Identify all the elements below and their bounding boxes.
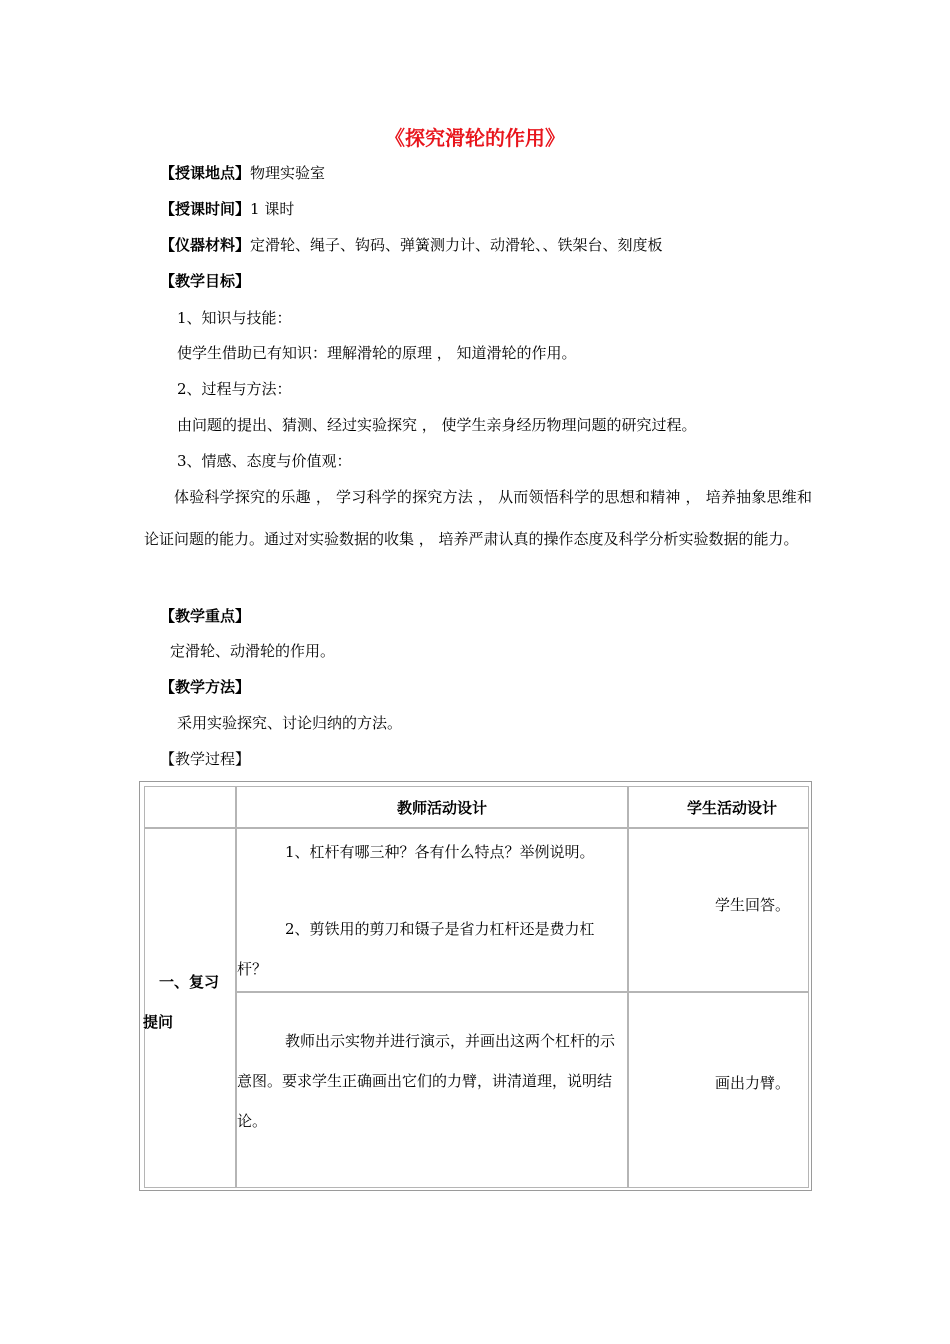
page-title: 《探究滑轮的作用》: [385, 126, 565, 150]
objective-3-text: 体验科学探究的乐趣 ， 学习科学的探究方法 ， 从而领悟科学的思想和精神 ， 培养抽象思维和论证问题的能力。通过对实验数据的收集 ， 培养严肃认真的操作态度及科学分析实验数据的能力。: [144, 488, 812, 548]
row1-teacher-cell: [236, 828, 628, 992]
time-label: 【授课时间】: [160, 200, 251, 218]
stage-line-2: 提问: [143, 1013, 174, 1031]
header-stage-cell: [144, 786, 236, 828]
objective-1-title: 1、知识与技能：: [177, 309, 292, 327]
materials-value: 定滑轮、绳子、钩码、弹簧测力计、动滑轮、、铁架台、刻度板: [250, 236, 663, 254]
time-value: 1 课时: [250, 200, 295, 218]
objectives-heading-text: 【教学目标】: [160, 272, 251, 290]
objective-1-text: 使学生借助已有知识：理解滑轮的原理 ， 知道滑轮的作用。: [177, 344, 577, 362]
row1-teacher-q1: 1、杠杆有哪三种？各有什么特点？举例说明。: [285, 843, 595, 861]
header-student-cell: [628, 786, 809, 828]
info-location: [160, 162, 325, 183]
row2-teacher: 教师出示实物并进行演示，并画出这两个杠杆的示意图。要求学生正确画出它们的力臂，讲清道理，说明结论。: [237, 1032, 616, 1130]
row1-teacher-q2: 2、剪铁用的剪刀和镊子是省力杠杆还是费力杠杆？: [237, 920, 595, 978]
objective-2-title: 2、过程与方法：: [177, 380, 292, 398]
method-text: 采用实验探究、讨论归纳的方法。: [177, 714, 403, 732]
method-heading-text: 【教学方法】: [160, 678, 251, 696]
materials-label: 【仪器材料】: [160, 236, 251, 254]
key-points-heading-text: 【教学重点】: [160, 607, 251, 625]
row1-student: 学生回答。: [715, 896, 791, 914]
location-value: 物理实验室: [250, 164, 326, 182]
method-heading: [160, 676, 250, 697]
key-points-text: 定滑轮、动滑轮的作用。: [170, 642, 336, 660]
info-time: [160, 198, 294, 219]
stage-cell: [144, 828, 236, 1188]
info-materials: [160, 234, 663, 255]
key-points-heading: [160, 605, 250, 626]
objective-3-title: 3、情感、态度与价值观：: [177, 452, 352, 470]
location-label: 【授课地点】: [160, 164, 251, 182]
row2-student: 画出力臂。: [715, 1074, 791, 1092]
objectives-heading: [160, 270, 250, 291]
process-table: [139, 781, 812, 1191]
row1-student-cell: [628, 828, 809, 992]
row2-student-cell: [628, 992, 809, 1188]
process-heading-text: 【教学过程】: [160, 750, 251, 768]
stage-line-1: 一、复习: [159, 973, 220, 991]
process-heading: [160, 748, 250, 769]
header-teacher: 教师活动设计: [397, 799, 488, 817]
header-student: 学生活动设计: [687, 799, 778, 817]
header-teacher-cell: [236, 786, 628, 828]
row2-teacher-cell: [236, 992, 628, 1188]
objective-2-text: 由问题的提出、猜测、经过实验探究 ， 使学生亲身经历物理问题的研究过程。: [177, 416, 697, 434]
